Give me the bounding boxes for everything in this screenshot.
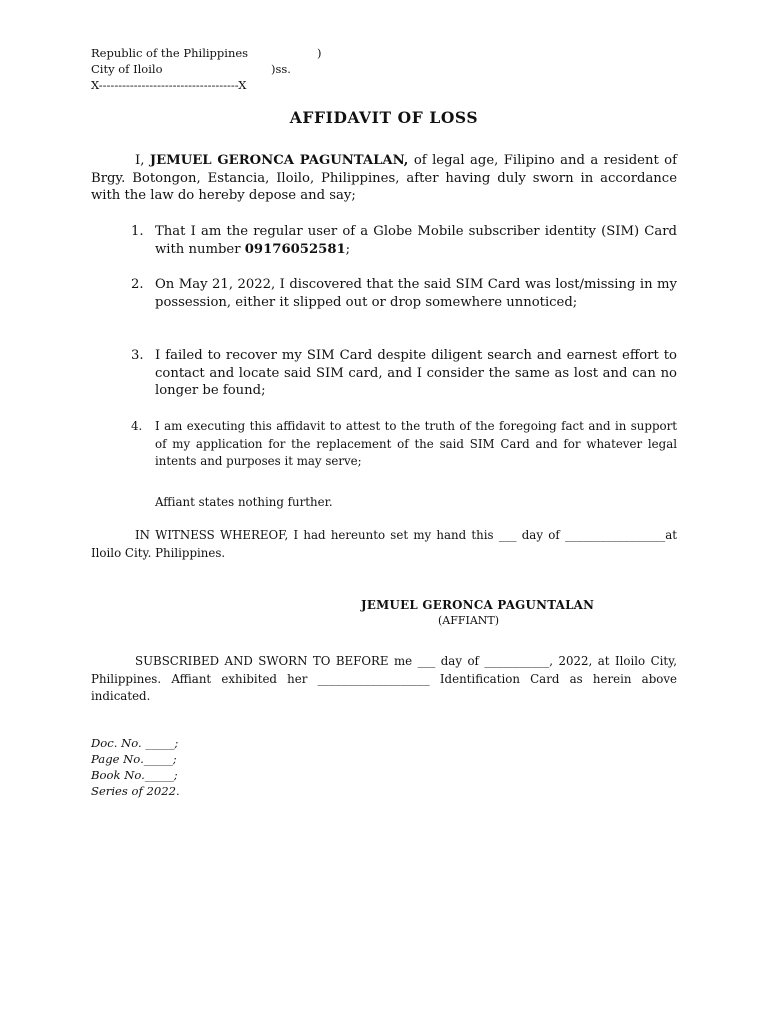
signature-name: JEMUEL GERONCA PAGUNTALAN	[361, 598, 595, 612]
list-item-number: 3.	[131, 348, 144, 363]
intro-prefix: I,	[135, 153, 150, 168]
notary-series: Series of 2022.	[91, 784, 180, 798]
list-item-text: I am executing this affidavit to attest to the truth of the foregoing fact and in support of my application for the replacement of the said SIM Card and for whatever legal intents and purposes it may serve;	[155, 419, 677, 468]
subscribed-paragraph: SUBSCRIBED AND SWORN TO BEFORE me ___ day of ___________, 2022, at Iloilo City, Philippines. Affiant exhibited her ___________________ Identification Card as herein above indicated.	[91, 654, 677, 703]
venue-city	[91, 61, 291, 77]
notary-doc-no: Doc. No. _____;	[91, 736, 179, 750]
list-item-number: 1.	[131, 224, 144, 239]
notary-page-no: Page No._____;	[91, 752, 177, 766]
venue-city-text: City of Iloilo	[91, 62, 163, 76]
list-item-number: 4.	[131, 419, 143, 433]
list-item-text: On May 21, 2022, I discovered that the said SIM Card was lost/missing in my possession, either it slipped out or drop somewhere unnoticed;	[155, 277, 677, 310]
affiant-name-inline: JEMUEL GERONCA PAGUNTALAN,	[149, 153, 409, 168]
list-item-4	[131, 418, 677, 471]
list-item-1	[131, 223, 677, 258]
document-title: AFFIDAVIT OF LOSS	[289, 108, 479, 127]
intro-paragraph	[91, 152, 677, 205]
venue-republic	[91, 45, 322, 61]
list-item-text	[155, 223, 677, 258]
witness-paragraph: IN WITNESS WHEREOF, I had hereunto set my hand this ___ day of _________________at Iloilo City. Philippines.	[91, 528, 677, 560]
sim-text: That I am the regular user of a Globe Mobile subscriber identity (SIM) Card with number	[155, 224, 677, 257]
list-item-number: 2.	[131, 277, 144, 292]
affiant-statement: Affiant states nothing further.	[155, 495, 333, 509]
signature-role: (AFFIANT)	[438, 614, 500, 627]
venue-separator: X------------------------------------X	[91, 78, 247, 92]
venue-city-paren: )ss.	[271, 62, 291, 76]
sim-number: 09176052581	[244, 241, 346, 257]
venue-republic-paren: )	[317, 46, 322, 60]
list-item-3	[131, 347, 677, 400]
list-item-2	[131, 276, 677, 311]
notary-book-no: Book No._____;	[91, 768, 178, 782]
intro-rest: of legal age, Filipino and a resident of Brgy. Botongon, Estancia, Iloilo, Philippines, after having duly sworn in accordance with the law do hereby depose and say;	[91, 153, 677, 203]
venue-republic-text: Republic of the Philippines	[91, 46, 249, 60]
list-item-text: I failed to recover my SIM Card despite diligent search and earnest effort to contact and locate said SIM card, and I consider the same as lost and can no longer be found;	[155, 348, 677, 398]
sim-text-end: ;	[345, 241, 351, 257]
